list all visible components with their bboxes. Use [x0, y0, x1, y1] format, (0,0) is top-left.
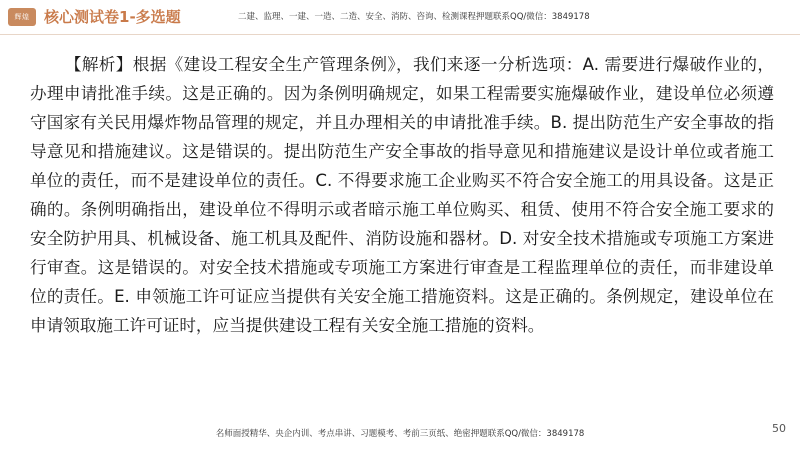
brand-logo: 辉煌 [8, 8, 36, 26]
header-divider [0, 34, 800, 35]
header-bar [0, 0, 800, 34]
header-contact-note: 二建、监理、一建、一造、二造、安全、消防、咨询、检测课程押题联系QQ/微信：3849178 [238, 12, 590, 22]
analysis-text: 【解析】根据《建设工程安全生产管理条例》，我们来逐一分析选项：A. 需要进行爆破作业的，办理申请批准手续。这是正确的。因为条例明确规定，如果工程需要实施爆破作业，建设单位必须遵守国家有关民用爆炸物品管理的规定，并且办理相关的申请批准手续。B. 提出防范生产安全事故的指导意见和措施建议。这是错误的。提出防范生产安全事故的指导意见和措施建议是设计单位或者施工单位的责任，而不是建设单位的责任。C. 不得要求施工企业购买不符合安全施工的用具设备。这是正确的。条例明确指出，建设单位不得明示或者暗示施工单位购买、租赁、使用不符合安全施工要求的安全防护用具、机械设备、施工机具及配件、消防设施和器材。D. 对安全技术措施或专项施工方案进行审查。这是错误的。对安全技术措施或专项施工方案进行审查是工程监理单位的责任，而非建设单位的责任。E. 申领施工许可证应当提供有关安全施工措施资料。这是正确的。条例规定，建设单位在申请领取施工许可证时，应当提供建设工程有关安全施工措施的资料。 [30, 55, 774, 335]
page-number: 50 [772, 422, 786, 435]
page-title: 核心测试卷1-多选题 [44, 8, 181, 26]
footer-contact-note: 名师面授精华、央企内训、考点串讲、习题模考、考前三页纸、绝密押题联系QQ/微信：3849178 [215, 429, 585, 439]
